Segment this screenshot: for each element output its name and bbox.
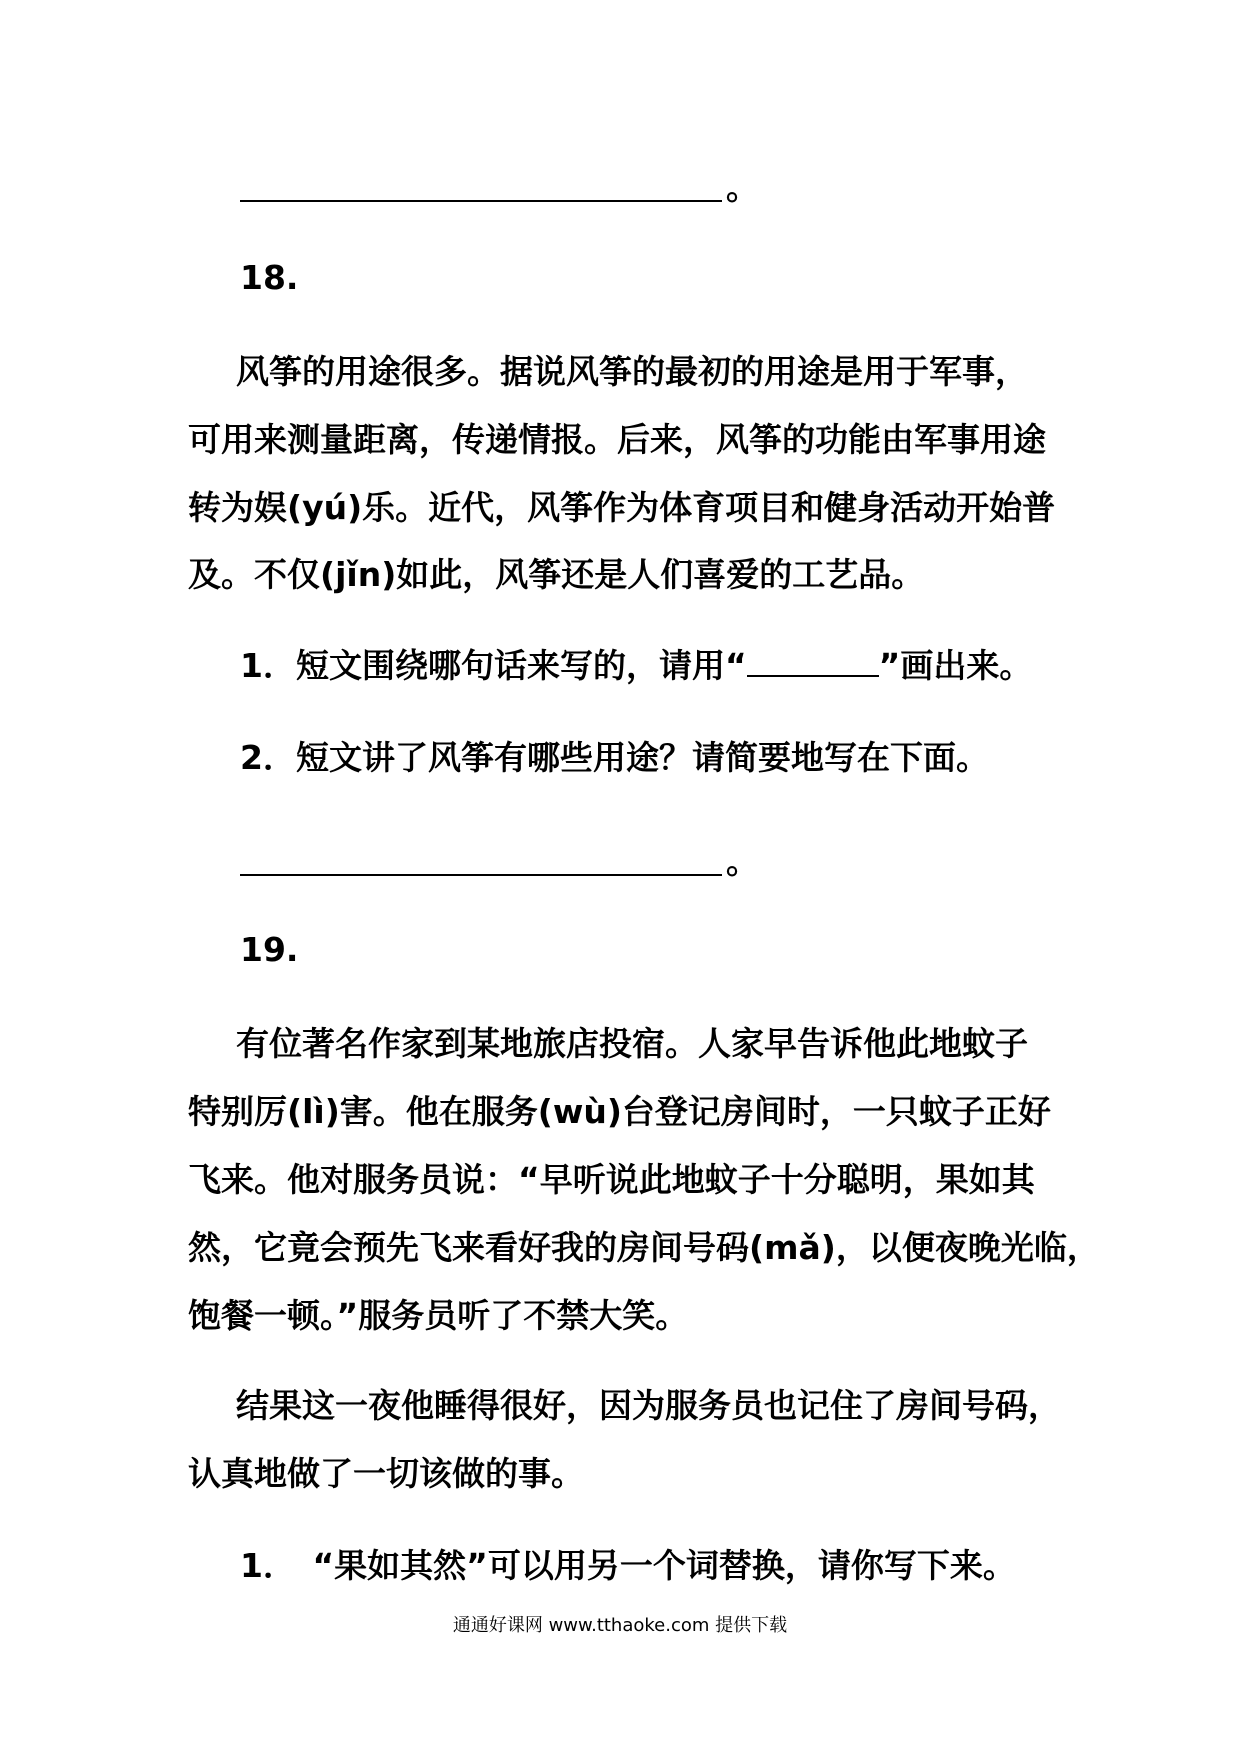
q19-paragraph1-line-2: 特别厉(lì)害。他在服务(wù)台登记房间时，一只蚊子正好 [188, 1092, 1051, 1131]
q19-paragraph1-line-4: 然，它竟会预先飞来看好我的房间号码(mǎ)，以便夜晚光临， [188, 1228, 1100, 1267]
q19-paragraph2-line-1: 结果这一夜他睡得很好，因为服务员也记住了房间号码， [236, 1386, 1061, 1425]
answer-blank-2 [240, 840, 760, 884]
question-19-number: 19. [240, 930, 299, 969]
underline-sample [747, 645, 879, 677]
q18-question-1 [240, 644, 1032, 688]
answer-blank-1 [240, 166, 760, 210]
q19-paragraph1-line-5: 饱餐一顿。”服务员听了不禁大笑。 [188, 1296, 689, 1335]
q18-question-2: 2．短文讲了风筝有哪些用途？请简要地写在下面。 [240, 738, 989, 777]
answer-period: 。 [726, 168, 759, 207]
q18-question-1-tail: ”画出来。 [878, 646, 1033, 685]
page-footer: 通通好课网 www.tthaoke.com 提供下载 [452, 1615, 788, 1636]
question-18-number: 18. [240, 258, 299, 297]
answer-line [240, 200, 722, 202]
q19-paragraph1-line-1: 有位著名作家到某地旅店投宿。人家早告诉他此地蚊子 [236, 1024, 1028, 1063]
q18-passage-line-4: 及。不仅(jǐn)如此，风筝还是人们喜爱的工艺品。 [188, 555, 925, 594]
q18-passage-line-1: 风筝的用途很多。据说风筝的最初的用途是用于军事， [236, 352, 1028, 391]
q18-passage-line-3: 转为娱(yú)乐。近代，风筝作为体育项目和健身活动开始普 [188, 488, 1056, 527]
answer-period: 。 [726, 842, 759, 881]
q19-question-1: 1． “果如其然”可以用另一个词替换，请你写下来。 [240, 1546, 1016, 1585]
q19-paragraph2-line-2: 认真地做了一切该做的事。 [188, 1454, 584, 1493]
q18-question-1-text: 1．短文围绕哪句话来写的，请用“ [240, 646, 747, 685]
q19-paragraph1-line-3: 飞来。他对服务员说：“早听说此地蚊子十分聪明，果如其 [188, 1160, 1035, 1199]
answer-line [240, 874, 722, 876]
q18-passage-line-2: 可用来测量距离，传递情报。后来，风筝的功能由军事用途 [188, 420, 1046, 459]
